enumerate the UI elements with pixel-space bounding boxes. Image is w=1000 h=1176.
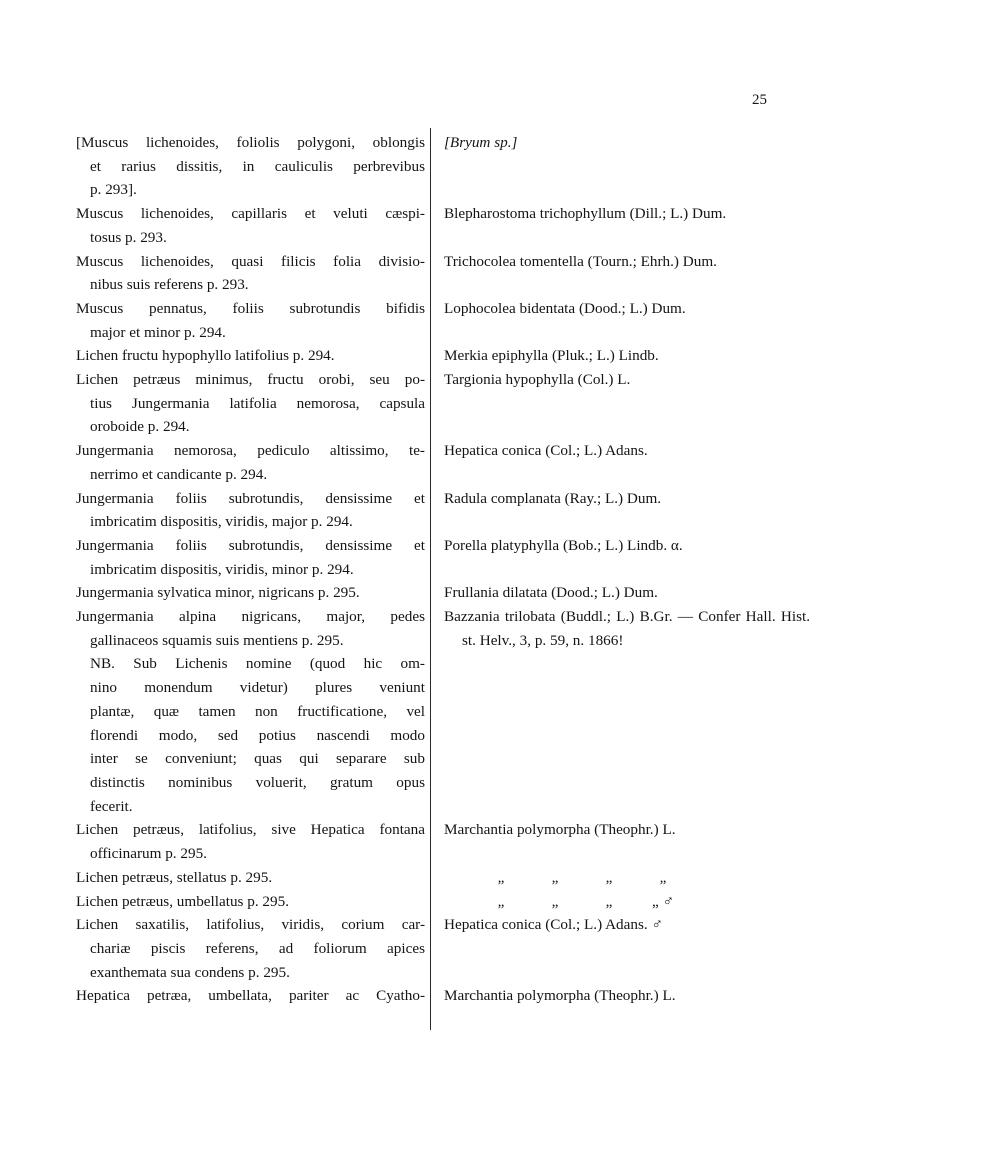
- name-line: Lichen petræus, latifolius, sive Hepatica fontana: [76, 821, 425, 839]
- entry-row: [0, 890, 1000, 914]
- historical-name: [76, 439, 425, 486]
- name-line: tius Jungermania latifolia nemorosa, capsula: [90, 394, 425, 412]
- note-line: plantæ, quæ tamen non fructificatione, vel: [90, 702, 425, 720]
- ditto-marks: [444, 890, 792, 914]
- name-line: p. 293].: [90, 181, 137, 199]
- historical-name: [76, 487, 425, 534]
- modern-name: Targionia hypophylla (Col.) L.: [444, 371, 631, 389]
- entry-row: [0, 487, 1000, 534]
- entry-row: [0, 913, 1000, 984]
- name-line: major et minor p. 294.: [90, 323, 226, 341]
- historical-name: [76, 534, 425, 581]
- entry-row: [0, 202, 1000, 249]
- modern-name: Blepharostoma trichophyllum (Dill.; L.) Dum.: [444, 205, 727, 223]
- name-line: chariæ piscis referens, ad foliorum apices: [90, 939, 425, 957]
- historical-name: [76, 818, 425, 865]
- historical-name: [76, 866, 425, 890]
- entry-row: [0, 131, 1000, 202]
- name-line: Lichen petræus minimus, fructu orobi, seu po-: [76, 371, 425, 389]
- ditto-mark: „: [605, 868, 613, 886]
- name-line: Muscus lichenoides, capillaris et veluti cæspi-: [76, 205, 425, 223]
- entry-row: [0, 297, 1000, 344]
- name-line: officinarum p. 295.: [90, 845, 207, 863]
- name-line: oroboide p. 294.: [90, 418, 190, 436]
- historical-name: [76, 890, 425, 914]
- ditto-marks: [444, 866, 792, 890]
- modern-name: Merkia epiphylla (Pluk.; L.) Lindb.: [444, 347, 659, 365]
- name-line: gallinaceos squamis suis mentiens p. 295.: [90, 631, 344, 649]
- name-line: Lichen petræus, umbellatus p. 295.: [76, 892, 290, 910]
- note-line: florendi modo, sed potius nascendi modo: [90, 726, 425, 744]
- ditto-mark: „: [497, 868, 505, 886]
- entry-row: [0, 581, 1000, 605]
- ditto-mark: „: [605, 892, 613, 910]
- historical-name: [76, 297, 425, 344]
- entry-row: [0, 818, 1000, 865]
- name-line: Lichen fructu hypophyllo latifolius p. 294.: [76, 347, 335, 365]
- ditto-mark: „: [551, 892, 559, 910]
- modern-name: Bazzania trilobata (Buddl.; L.) B.Gr. — Confer Hall. Hist. st. Helv., 3, p. 59, n. 1866!: [444, 608, 810, 649]
- entry-row: [0, 250, 1000, 297]
- historical-name: [76, 581, 425, 605]
- name-line: [Muscus lichenoides, foliolis polygoni, oblongis: [76, 134, 425, 151]
- modern-name: Radula complanata (Ray.; L.) Dum.: [444, 489, 662, 507]
- name-line: Jungermania foliis subrotundis, densissime et: [76, 489, 425, 507]
- name-line: Jungermania alpina nigricans, major, pedes: [76, 608, 425, 626]
- page-number: 25: [752, 92, 767, 108]
- modern-name: [Bryum sp.]: [444, 134, 518, 151]
- entry-row: [0, 605, 1000, 652]
- name-line: nibus suis referens p. 293.: [90, 276, 249, 294]
- modern-name: Lophocolea bidentata (Dood.; L.) Dum.: [444, 299, 686, 317]
- historical-name: [76, 368, 425, 439]
- modern-name: Marchantia polymorpha (Theophr.) L.: [444, 821, 676, 839]
- name-line: Muscus lichenoides, quasi filicis folia divisio-: [76, 252, 425, 270]
- entry-row: [0, 439, 1000, 486]
- name-line: Jungermania foliis subrotundis, densissime et: [76, 536, 425, 554]
- modern-name: Hepatica conica (Col.; L.) Adans. ♂: [444, 916, 663, 934]
- ditto-mark: „ ♂: [652, 892, 674, 910]
- name-line: Jungermania sylvatica minor, nigricans p. 295.: [76, 584, 360, 602]
- note-line: nino monendum videtur) plures veniunt: [90, 679, 425, 697]
- ditto-mark: „: [551, 868, 559, 886]
- synonym-table: [0, 131, 1000, 1008]
- ditto-mark: „: [497, 892, 505, 910]
- entry-row: [0, 344, 1000, 368]
- name-line: Muscus pennatus, foliis subrotundis bifidis: [76, 299, 425, 317]
- note-block: [0, 652, 1000, 818]
- modern-name: Frullania dilatata (Dood.; L.) Dum.: [444, 584, 658, 602]
- name-line: Jungermania nemorosa, pediculo altissimo, te-: [76, 442, 425, 460]
- name-line: exanthemata sua condens p. 295.: [90, 963, 290, 981]
- name-line: Hepatica petræa, umbellata, pariter ac Cyatho-: [76, 987, 425, 1005]
- historical-name: [76, 913, 425, 984]
- modern-name: Marchantia polymorpha (Theophr.) L.: [444, 987, 676, 1005]
- ditto-mark: „: [659, 868, 667, 886]
- modern-name: Porella platyphylla (Bob.; L.) Lindb. α.: [444, 536, 683, 554]
- historical-name: [76, 250, 425, 297]
- entry-row: [0, 534, 1000, 581]
- note-line: fecerit.: [90, 797, 133, 815]
- modern-name: Trichocolea tomentella (Tourn.; Ehrh.) Dum.: [444, 252, 717, 270]
- historical-name: [76, 984, 425, 1008]
- name-line: Lichen saxatilis, latifolius, viridis, corium car-: [76, 916, 425, 934]
- name-line: Lichen petræus, stellatus p. 295.: [76, 868, 273, 886]
- modern-name: Hepatica conica (Col.; L.) Adans.: [444, 442, 648, 460]
- entry-row: [0, 866, 1000, 890]
- name-line: nerrimo et candicante p. 294.: [90, 465, 268, 483]
- name-line: et rarius dissitis, in cauliculis perbrevibus: [90, 157, 425, 175]
- note-line: inter se conveniunt; quas qui separare sub: [90, 750, 425, 768]
- note-line: NB. Sub Lichenis nomine (quod hic om-: [90, 655, 425, 673]
- historical-name: [76, 344, 425, 368]
- entry-row: [0, 368, 1000, 439]
- name-line: imbricatim dispositis, viridis, minor p. 294.: [90, 560, 354, 578]
- note-line: distinctis nominibus voluerit, gratum opus: [90, 773, 425, 791]
- name-line: imbricatim dispositis, viridis, major p. 294.: [90, 513, 353, 531]
- historical-name: [76, 131, 425, 202]
- name-line: tosus p. 293.: [90, 228, 167, 246]
- historical-name: [76, 605, 425, 652]
- entry-row: [0, 984, 1000, 1008]
- historical-name: [76, 202, 425, 249]
